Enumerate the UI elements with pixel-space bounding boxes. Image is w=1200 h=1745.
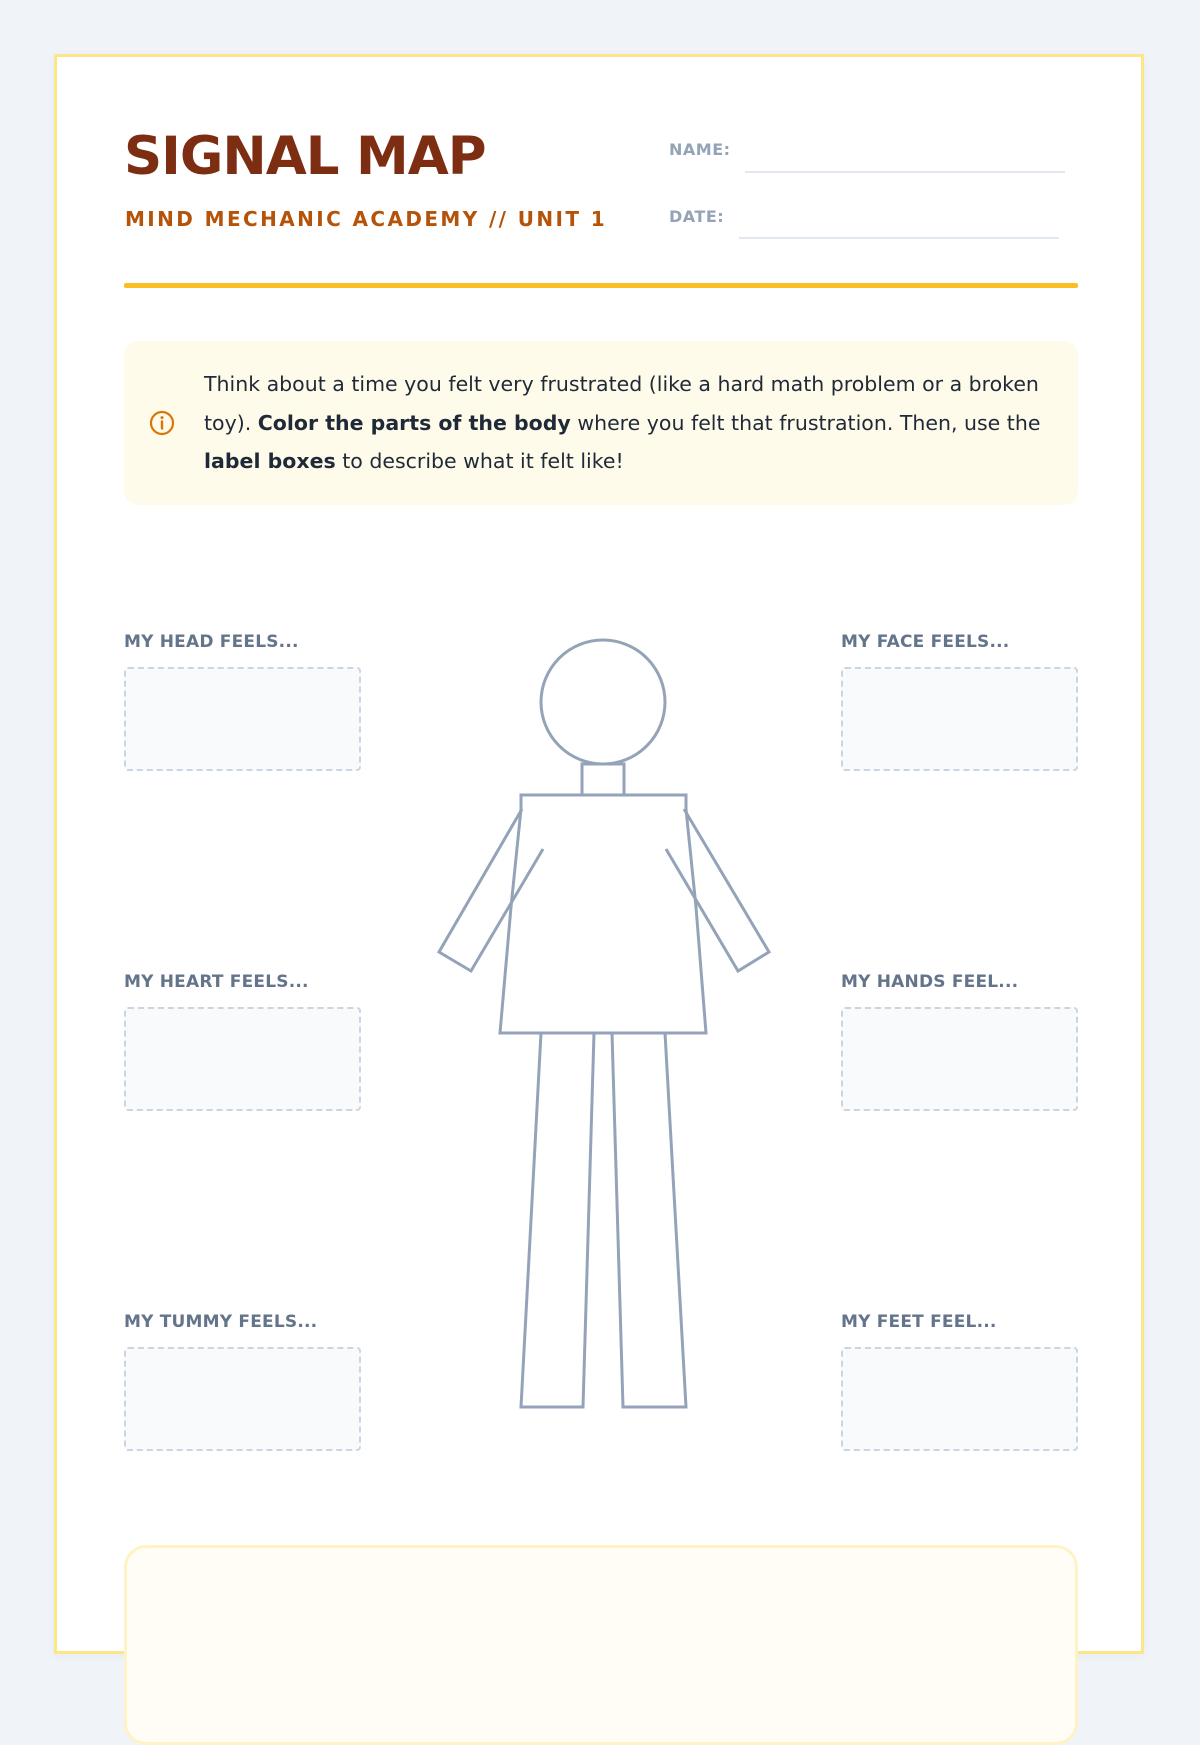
instructions-callout [124,341,1078,505]
hands-label: MY HANDS FEEL... [841,972,1019,992]
tummy-label: MY TUMMY FEELS... [124,1312,318,1332]
instructions-text-part-3: to describe what it felt like! [335,449,624,473]
instructions-bold-color: Color the parts of the body [257,410,571,435]
figure-torso [500,795,706,1033]
reflection-box[interactable] [124,1545,1078,1745]
face-label: MY FACE FEELS... [841,632,1010,652]
face-answer-box[interactable] [841,667,1078,771]
worksheet-page [54,54,1144,1654]
figure-right-leg [612,1033,686,1407]
heart-label: MY HEART FEELS... [124,972,309,992]
name-label: NAME: [669,140,731,159]
instructions-text-part-1: Think about a time you felt very frustrated (like a hard math problem or a broken toy). [204,372,1039,435]
page-title: SIGNAL MAP [124,126,486,187]
figure-neck [582,764,624,795]
heart-answer-box[interactable] [124,1007,361,1111]
figure-left-arm [439,809,543,971]
instructions-bold-label-boxes: label boxes [204,449,336,473]
figure-right-arm [666,809,769,971]
figure-left-leg [521,1033,594,1407]
hands-answer-box[interactable] [841,1007,1078,1111]
feet-label: MY FEET FEEL... [841,1312,997,1332]
feet-answer-box[interactable] [841,1347,1078,1451]
header-divider [124,283,1078,288]
instructions-text-part-2: where you felt that frustration. Then, use the [570,410,1041,435]
date-label: DATE: [669,207,725,226]
name-field[interactable] [745,171,1065,173]
head-answer-box[interactable] [124,667,361,771]
figure-head [541,640,665,764]
date-field[interactable] [739,237,1059,239]
info-icon [148,409,176,437]
head-label: MY HEAD FEELS... [124,632,299,652]
page-subtitle: MIND MECHANIC ACADEMY // UNIT 1 [125,207,608,231]
instructions-text [204,365,1054,481]
tummy-answer-box[interactable] [124,1347,361,1451]
